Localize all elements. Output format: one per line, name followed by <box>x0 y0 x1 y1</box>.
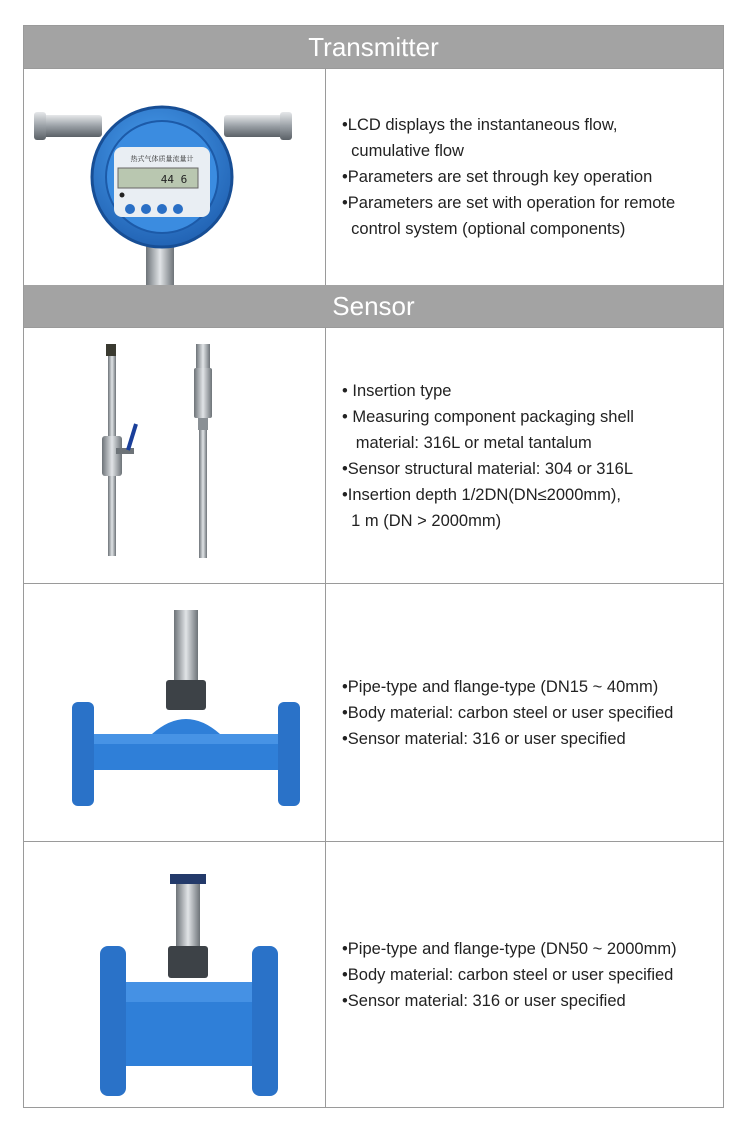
sensor-insertion-line: •Insertion depth 1/2DN(DN≤2000mm), <box>342 485 621 504</box>
transmitter-line: control system (optional components) <box>342 220 626 238</box>
lcd-readout: 44 6 <box>160 173 188 186</box>
sensor-pipe-small-row <box>24 583 723 841</box>
pipe-large-image <box>24 842 326 1109</box>
section-header-sensor <box>24 285 723 327</box>
sensor-pipe-small-description <box>342 584 715 841</box>
sensor-pipe-small-line: •Body material: carbon steel or user specified <box>342 703 674 722</box>
spec-table <box>23 25 724 1108</box>
sensor-insertion-line: • Insertion type <box>342 381 452 400</box>
transmitter-image <box>24 69 326 286</box>
section-title-sensor: Sensor <box>332 290 415 321</box>
insertion-sensor-image-cell <box>24 328 326 583</box>
sensor-pipe-large-description <box>342 842 715 1108</box>
transmitter-line: •Parameters are set through key operation <box>342 168 653 186</box>
transmitter-row <box>24 68 723 285</box>
transmitter-description <box>342 69 715 285</box>
sensor-pipe-large-row <box>24 841 723 1108</box>
transmitter-line: •Parameters are set with operation for remote <box>342 194 676 212</box>
sensor-pipe-large-line: •Sensor material: 316 or user specified <box>342 992 626 1010</box>
sensor-insertion-line: material: 316L or metal tantalum <box>342 433 592 452</box>
sensor-pipe-large-line: •Pipe-type and flange-type (DN50 ~ 2000mm) <box>342 940 677 958</box>
sensor-insertion-line: • Measuring component packaging shell <box>342 407 634 426</box>
pipe-large-image-cell <box>24 842 326 1108</box>
sensor-pipe-small-line: •Sensor material: 316 or user specified <box>342 729 626 748</box>
sensor-insertion-line: •Sensor structural material: 304 or 316L <box>342 459 634 478</box>
pipe-small-image <box>24 584 326 842</box>
insertion-sensor-image <box>24 328 326 584</box>
transmitter-image-cell <box>24 69 326 285</box>
sensor-insertion-row <box>24 327 723 583</box>
section-header-transmitter <box>24 26 723 68</box>
sensor-insertion-line: 1 m (DN > 2000mm) <box>342 511 502 530</box>
section-title-transmitter: Transmitter <box>308 31 439 62</box>
sensor-pipe-small-line: •Pipe-type and flange-type (DN15 ~ 40mm) <box>342 677 659 696</box>
transmitter-line: cumulative flow <box>342 142 464 160</box>
device-label: 热式气体质量流量计 <box>130 155 194 163</box>
transmitter-line: •LCD displays the instantaneous flow, <box>342 116 618 134</box>
sensor-pipe-large-line: •Body material: carbon steel or user specified <box>342 966 674 984</box>
sensor-insertion-description <box>342 328 715 583</box>
pipe-small-image-cell <box>24 584 326 841</box>
